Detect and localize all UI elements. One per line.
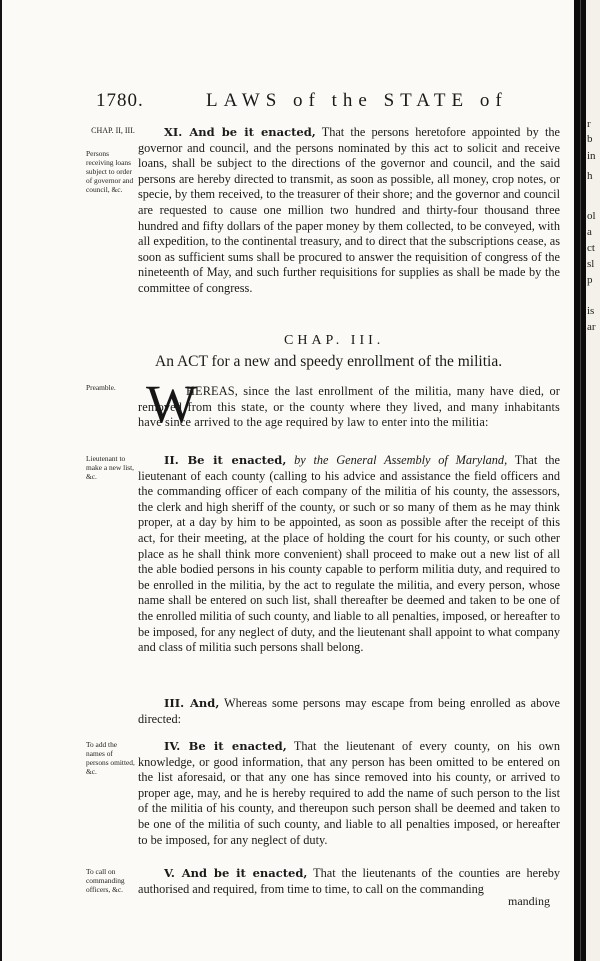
catchword: manding — [508, 894, 550, 908]
preamble-text — [138, 384, 560, 431]
drop-cap: W — [146, 374, 197, 434]
margin-chap: CHAP. II, III. — [91, 126, 135, 135]
chapter-heading: CHAP. III. — [284, 333, 385, 348]
gutter-line — [580, 0, 581, 961]
margin-preamble: Preamble. — [86, 383, 116, 392]
header-year: 1780. — [96, 90, 144, 111]
section-2 — [138, 453, 560, 656]
preamble-body: HEREAS, since the last enrollment of the militia, many have died, or removed from this state, or the county where they lived, and many inhabitants have since arrived to the age required by law to enter into the militia: — [138, 384, 560, 430]
margin-add-names: To add the names of persons omitted, &c. — [86, 740, 135, 776]
adjacent-fragment: b — [587, 133, 593, 145]
section-5-lead: V. And be it enacted, — [164, 866, 308, 880]
act-title: An ACT for a new and speedy enrollment of the militia. — [155, 353, 503, 370]
section-5 — [138, 866, 560, 897]
section-4-lead: IV. Be it enacted, — [164, 739, 287, 753]
adjacent-fragment: ct — [587, 242, 595, 254]
adjacent-fragment: h — [587, 170, 593, 182]
header-title: LAWS of the STATE of — [206, 90, 508, 111]
adjacent-fragment: is — [587, 305, 595, 317]
adjacent-page-strip — [586, 0, 600, 961]
section-3 — [138, 696, 560, 727]
adjacent-fragment: a — [587, 226, 592, 238]
section-4-text: That the lieutenant of every county, on his own knowledge, or good information, that any person has been omitted to be entered on the list aforesaid, or that any one has since removed into his county, or arrived to proper age, may, and he is hereby required to add the name of such person to the list of the militia of his county, and thereupon such person shall be deemed and taken to be one of the militia of such county, and liable to all penalties imposed, or hereafter to be imposed, for any neglect of duty. — [138, 739, 560, 847]
section-5-text: That the lieutenants of the counties are hereby authorised and required, from time to time, to call on the commanding — [138, 866, 560, 896]
adjacent-fragment: sl — [587, 258, 595, 270]
adjacent-fragment: in — [587, 150, 596, 162]
margin-lieutenant: Lieutenant to make a new list, &c. — [86, 454, 135, 481]
section-3-lead: III. And, — [164, 696, 220, 710]
section-2-lead: II. Be it enacted, — [164, 453, 287, 467]
section-11 — [138, 125, 560, 297]
section-11-lead: XI. And be it enacted, — [164, 125, 316, 139]
adjacent-fragment: ar — [587, 321, 596, 333]
section-11-text: That the persons heretofore appointed by the governor and council, and the persons nominated by this act to solicit and receive loans, shall be subject to the directions of the governor and council, and the said persons are hereby directed to transmit, as soon as possible, all money, crop notes, or specie, by them received, to the treasurer of their shore; and the governor and council are requested to cause one million two hundred and thirty-four thousand three hundred and fifty dollars of the paper money by them collected, to be conveyed, with all expedition, to the continental treasury, and to direct that the subscriptions cease, as soon as sufficient sums shall be procured to answer the requisition of congress of the nineteenth of May, and such further requisitions for supplies as shall be made by the committee of congress. — [138, 125, 560, 295]
section-2-text: That the lieutenant of each county (calling to his advice and assistance the field officers and the commanding officer of each company of the militia of his county, the assessors, the clerk and high sheriff of the county, or such or so many of them as he may think proper, at a day by him to be appointed, as soon as possible after the receipt of this act, for their meeting, at the place of holding the court for his county, or such other place as he shall think more convenient) shall proceed to make out a new list of all the able bodied persons in his county capable to perform militia duty, and required to be enrolled in the militia, by the act to regulate the militia, and every person, whose name shall be entered on such list, shall thereafter be deemed and taken to be one of the enrolled militia of such county, and liable to all penalties, imposed, or hereafter to be imposed, for any neglect of duty, and the lieutenant shall appoint to what company and class of militia such persons shall belong. — [138, 453, 561, 655]
adjacent-fragment: ol — [587, 210, 596, 222]
adjacent-fragment: p — [587, 274, 593, 286]
section-4 — [138, 739, 560, 848]
margin-call-officers: To call on commanding officers, &c. — [86, 867, 125, 894]
section-2-lead-italic: by the General Assembly of Maryland, — [294, 453, 508, 467]
margin-note-loans: Persons receiving loans subject to order of governor and council, &c. — [86, 149, 134, 194]
adjacent-fragment: r — [587, 118, 591, 130]
section-3-text: Whereas some persons may escape from being enrolled as above directed: — [138, 696, 560, 726]
